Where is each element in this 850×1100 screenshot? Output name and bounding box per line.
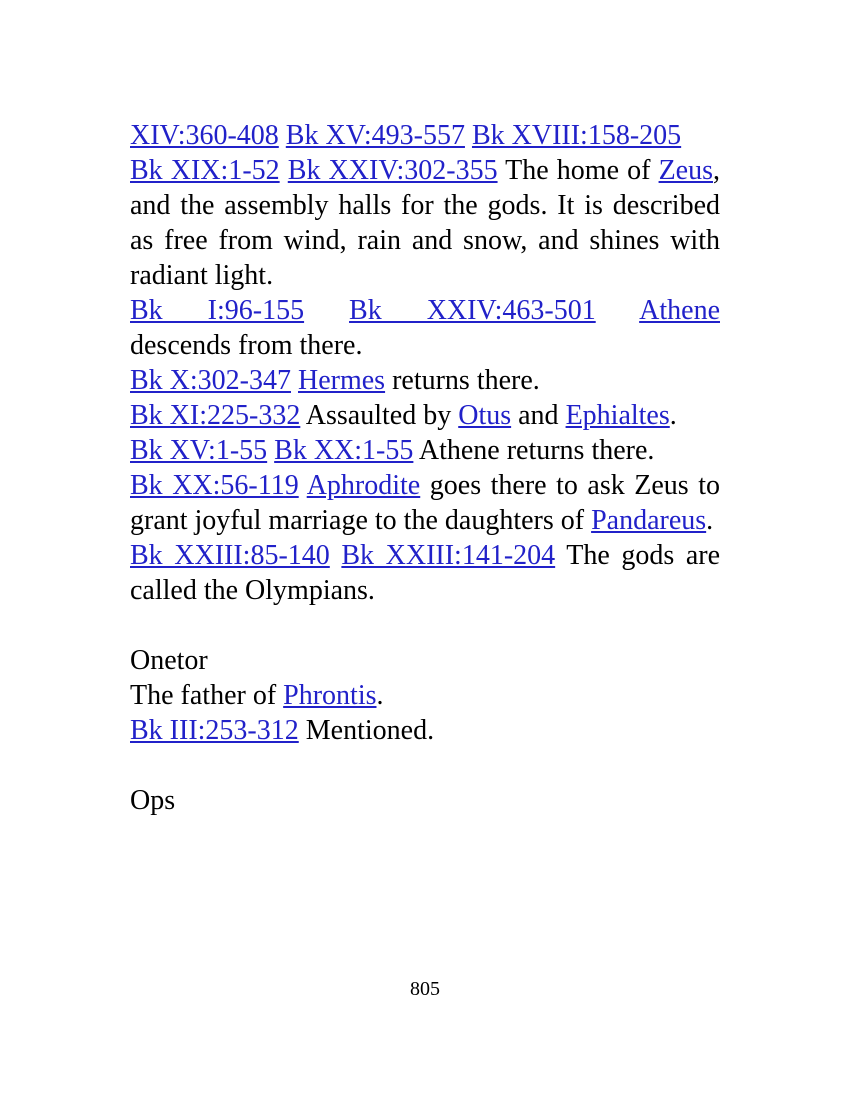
entry-spacer — [130, 748, 720, 783]
olympus-text: , and the assembly halls for the gods. It is described as free from wind, rain and snow, and shines with radiant light. — [130, 155, 720, 291]
onetor-reference — [130, 713, 720, 748]
olympus-description — [130, 153, 720, 293]
aphrodite-paragraph — [130, 468, 720, 538]
link-pandareus[interactable]: Pandareus — [591, 505, 707, 536]
ref-link-xi-225[interactable]: Bk XI:225-332 — [130, 400, 301, 431]
page-text — [130, 118, 720, 818]
link-ephialtes[interactable]: Ephialtes — [565, 400, 670, 431]
onetor-ref-text: Mentioned. — [298, 715, 435, 746]
ref-link-x-302[interactable]: Bk X:302-347 — [130, 365, 291, 396]
aphrodite-text: goes there to ask Zeus to grant joyful marriage to the daughters of — [130, 470, 720, 536]
ref-link-i-96[interactable]: Bk I:96-155 — [130, 295, 305, 326]
athene-returns-paragraph — [130, 433, 720, 468]
entry-spacer — [130, 608, 720, 643]
ref-link-xx-56[interactable]: Bk XX:56-119 — [130, 470, 299, 501]
onetor-heading: Onetor — [130, 645, 208, 676]
ref-link-xviii-158[interactable]: Bk XVIII:158-205 — [471, 120, 682, 151]
athene-returns-text: Athene returns there. — [413, 435, 655, 466]
page-number: 805 — [410, 978, 440, 1000]
ops-heading: Ops — [130, 785, 176, 816]
link-aphrodite[interactable]: Aphrodite — [306, 470, 421, 501]
onetor-text: The father of — [130, 680, 284, 711]
onetor-text: . — [376, 680, 384, 711]
ref-link-xv-1[interactable]: Bk XV:1-55 — [130, 435, 268, 466]
otus-text: and — [511, 400, 566, 431]
ref-link-xx-1[interactable]: Bk XX:1-55 — [274, 435, 414, 466]
ref-link-xix-1[interactable]: Bk XIX:1-52 — [130, 155, 280, 186]
olympus-reference-line — [130, 118, 720, 153]
otus-paragraph — [130, 398, 720, 433]
ref-link-xxiv-463[interactable]: Bk XXIV:463-501 — [349, 295, 596, 326]
olympians-text: The gods are called the Olympians. — [130, 540, 721, 606]
link-hermes[interactable]: Hermes — [298, 365, 386, 396]
link-otus[interactable]: Otus — [458, 400, 512, 431]
athene-reference-line — [130, 293, 720, 328]
olympians-paragraph — [130, 538, 720, 608]
link-phrontis[interactable]: Phrontis — [283, 680, 377, 711]
link-zeus[interactable]: Zeus — [658, 155, 713, 186]
hermes-paragraph — [130, 363, 720, 398]
onetor-description — [130, 678, 720, 713]
ref-link-xxiv-302[interactable]: Bk XXIV:302-355 — [287, 155, 498, 186]
hermes-text: returns there. — [385, 365, 540, 396]
aphrodite-text: . — [706, 505, 714, 536]
link-athene[interactable]: Athene — [639, 295, 720, 326]
otus-text: Assaulted by — [300, 400, 459, 431]
ref-link-xv-493[interactable]: Bk XV:493-557 — [285, 120, 465, 151]
ref-link-iii-253[interactable]: Bk III:253-312 — [130, 715, 299, 746]
ref-link-xiv-360[interactable]: XIV:360-408 — [130, 120, 279, 151]
otus-text: . — [669, 400, 677, 431]
olympus-text: The home of — [497, 155, 659, 186]
athene-text: descends from there. — [130, 330, 363, 361]
ref-link-xxiii-85[interactable]: Bk XXIII:85-140 — [130, 540, 330, 571]
ref-link-xxiii-141[interactable]: Bk XXIII:141-204 — [341, 540, 556, 571]
